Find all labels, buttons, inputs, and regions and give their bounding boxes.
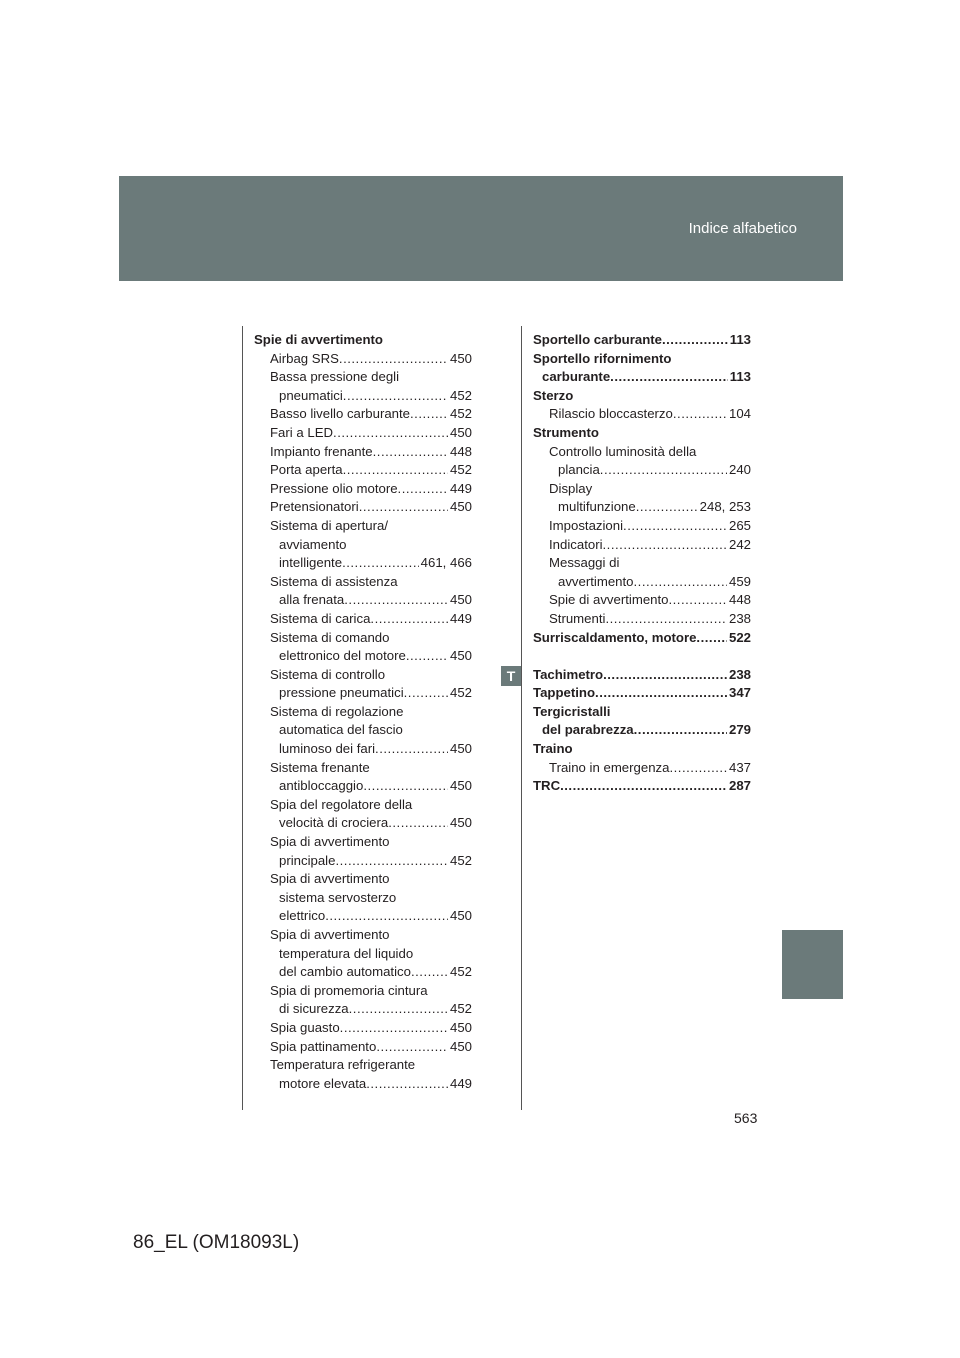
index-entry: [533, 350, 751, 369]
entry-page-ref[interactable]: 461, 466: [420, 555, 472, 571]
entry-page-ref[interactable]: 347: [728, 685, 751, 701]
index-entry: [254, 963, 472, 982]
entry-label: Pressione olio motore: [270, 480, 398, 496]
entry-label: Sistema di carica: [270, 610, 371, 626]
entry-page-ref[interactable]: 450: [449, 592, 472, 608]
index-entry: [254, 1056, 472, 1075]
entry-label: Sistema di comando: [270, 629, 390, 645]
entry-label: Sterzo: [533, 387, 574, 403]
index-entry: [533, 443, 751, 462]
entry-page-ref[interactable]: 450: [449, 815, 472, 831]
entry-page-ref[interactable]: 448: [449, 443, 472, 459]
entry-label: principale: [279, 852, 336, 868]
dot-leader: [342, 554, 419, 573]
index-entry: [533, 461, 751, 480]
index-entry: [533, 666, 751, 685]
index-entry: [533, 759, 751, 778]
index-entry: [254, 814, 472, 833]
entry-page-ref[interactable]: 450: [449, 648, 472, 664]
index-column-1: [254, 331, 472, 1093]
entry-page-ref[interactable]: 449: [449, 610, 472, 626]
dot-leader: [375, 740, 448, 759]
entry-label: Spia di avvertimento: [270, 834, 390, 850]
entry-label: pneumatici: [279, 387, 343, 403]
entry-page-ref[interactable]: 449: [449, 1075, 472, 1091]
dot-leader: [636, 498, 698, 517]
entry-page-ref[interactable]: 104: [728, 406, 751, 422]
index-entry: [533, 703, 751, 722]
entry-page-ref[interactable]: 113: [729, 369, 751, 385]
dot-leader: [673, 405, 727, 424]
entry-label: temperatura del liquido: [279, 945, 414, 961]
index-entry: [254, 591, 472, 610]
entry-label: Rilascio bloccasterzo: [549, 406, 673, 422]
entry-label: Display: [549, 480, 593, 496]
dot-leader: [668, 591, 727, 610]
entry-page-ref[interactable]: 450: [449, 424, 472, 440]
index-entry: [254, 926, 472, 945]
entry-page-ref[interactable]: 242: [728, 536, 751, 552]
entry-label: motore elevata: [279, 1075, 367, 1091]
entry-label: Fari a LED: [270, 424, 334, 440]
entry-label: Sistema di controllo: [270, 666, 386, 682]
entry-label: Traino in emergenza: [549, 759, 670, 775]
entry-label: multifunzione: [558, 499, 636, 515]
section-letter: T: [501, 666, 521, 686]
dot-leader: [340, 1019, 448, 1038]
index-entry: [254, 1075, 472, 1094]
dot-leader: [595, 684, 727, 703]
entry-page-ref[interactable]: 452: [449, 462, 472, 478]
index-entry: [254, 796, 472, 815]
dot-leader: [343, 461, 448, 480]
dot-leader: [623, 517, 727, 536]
entry-label: elettrico: [279, 908, 326, 924]
entry-label: Sportello rifornimento: [533, 350, 672, 366]
entry-page-ref[interactable]: 240: [728, 462, 751, 478]
index-entry: [254, 443, 472, 462]
index-entry: [533, 684, 751, 703]
entry-label: TRC: [533, 778, 561, 794]
entry-page-ref[interactable]: 238: [728, 610, 751, 626]
index-entry: [533, 721, 751, 740]
dot-leader: [404, 684, 448, 703]
entry-page-ref[interactable]: 287: [728, 778, 751, 794]
entry-label: Spia pattinamento: [270, 1038, 377, 1054]
index-entry: [533, 554, 751, 573]
entry-page-ref[interactable]: 450: [449, 741, 472, 757]
entry-label: Strumento: [533, 424, 599, 440]
entry-label: Porta aperta: [270, 462, 343, 478]
entry-page-ref[interactable]: 265: [728, 517, 751, 533]
entry-label: Surriscaldamento, motore: [533, 629, 697, 645]
index-entry: [254, 1038, 472, 1057]
entry-label: Strumenti: [549, 610, 606, 626]
entry-page-ref[interactable]: 449: [449, 480, 472, 496]
entry-label: Spie di avvertimento: [549, 592, 669, 608]
entry-label: Basso livello carburante: [270, 406, 411, 422]
entry-page-ref[interactable]: 452: [449, 387, 472, 403]
entry-label: elettronico del motore: [279, 648, 406, 664]
entry-page-ref[interactable]: 450: [449, 350, 472, 366]
entry-label: Impostazioni: [549, 517, 624, 533]
entry-label: antibloccaggio: [279, 778, 364, 794]
entry-page-ref[interactable]: 459: [728, 573, 751, 589]
entry-page-ref[interactable]: 452: [449, 964, 472, 980]
entry-label: Sportello carburante: [533, 332, 662, 347]
dot-leader: [373, 443, 448, 462]
index-entry: [533, 331, 751, 350]
entry-page-ref[interactable]: 248, 253: [699, 499, 751, 515]
entry-label: Airbag SRS: [270, 350, 339, 366]
entry-label: plancia: [558, 462, 600, 478]
index-entry: [533, 740, 751, 759]
index-entry: [254, 536, 472, 555]
index-entry: [254, 424, 472, 443]
index-entry: [254, 647, 472, 666]
dot-leader: [600, 461, 727, 480]
dot-leader: [359, 498, 448, 517]
entry-page-ref[interactable]: 279: [728, 722, 751, 738]
index-entry: [254, 610, 472, 629]
index-entry: [254, 517, 472, 536]
index-entry: [254, 889, 472, 908]
dot-leader: [325, 907, 448, 926]
index-entry: [533, 517, 751, 536]
footer-code: 86_EL (OM18093L): [133, 1232, 300, 1253]
entry-page-ref[interactable]: 113: [729, 332, 751, 347]
entry-label: luminoso dei fari: [279, 741, 376, 757]
entry-label: carburante: [542, 369, 611, 385]
dot-leader: [696, 629, 727, 648]
dot-leader: [634, 573, 727, 592]
entry-label: pressione pneumatici: [279, 685, 404, 701]
index-entry: [254, 629, 472, 648]
dot-leader: [376, 1038, 448, 1057]
dot-leader: [343, 387, 448, 406]
entry-page-ref[interactable]: 450: [449, 1019, 472, 1035]
dot-leader: [370, 610, 448, 629]
entry-label: Tappetino: [533, 685, 596, 701]
page-number: 563: [734, 1110, 758, 1126]
index-entry: [254, 759, 472, 778]
entry-label: intelligente: [279, 555, 343, 571]
entry-page-ref[interactable]: 452: [449, 685, 472, 701]
index-entry: [254, 703, 472, 722]
index-entry: [254, 498, 472, 517]
index-entry: [254, 1019, 472, 1038]
entry-label: Spia di promemoria cintura: [270, 982, 428, 998]
entry-label: Traino: [533, 741, 573, 757]
index-entry: [533, 498, 751, 517]
entry-page-ref[interactable]: 450: [449, 778, 472, 794]
index-column-2: [533, 331, 751, 796]
entry-label: avviamento: [279, 536, 347, 552]
entry-page-ref[interactable]: 450: [449, 1038, 472, 1054]
column-rule-middle: [521, 326, 522, 1110]
entry-label: Controllo luminosità della: [549, 443, 697, 459]
dot-leader: [610, 368, 728, 387]
entry-label: velocità di crociera: [279, 815, 389, 831]
entry-page-ref[interactable]: 450: [449, 908, 472, 924]
index-entry: [254, 368, 472, 387]
index-entry: [533, 629, 751, 648]
index-entry: [533, 573, 751, 592]
dot-leader: [388, 814, 448, 833]
entry-label: Sistema di apertura/: [270, 517, 389, 533]
entry-label: Tergicristalli: [533, 703, 611, 719]
index-entry: [254, 777, 472, 796]
entry-label: Indicatori: [549, 536, 603, 552]
entry-label: Sistema di regolazione: [270, 703, 404, 719]
section-tab: [782, 930, 843, 999]
dot-leader: [344, 591, 448, 610]
entry-label: Spia di avvertimento: [270, 871, 390, 887]
index-entry: [254, 833, 472, 852]
index-entry: [254, 405, 472, 424]
entry-label: sistema servosterzo: [279, 889, 397, 905]
spacer: [533, 647, 751, 666]
index-entry: [254, 1000, 472, 1019]
index-entry: [254, 684, 472, 703]
dot-leader: [335, 852, 448, 871]
dot-leader: [603, 536, 727, 555]
entry-label: automatica del fascio: [279, 722, 403, 738]
dot-leader: [398, 480, 448, 499]
header-bar: [119, 176, 843, 281]
dot-leader: [366, 1075, 448, 1094]
index-entry: [254, 554, 472, 573]
dot-leader: [339, 350, 448, 369]
entry-label: Impianto frenante: [270, 443, 373, 459]
index-entry: [254, 982, 472, 1001]
index-entry: [533, 480, 751, 499]
entry-label: alla frenata: [279, 592, 345, 608]
index-entry: [533, 387, 751, 406]
dot-leader: [560, 777, 727, 796]
index-entry: [254, 907, 472, 926]
entry-page-ref[interactable]: 437: [728, 759, 751, 775]
index-entry: [533, 610, 751, 629]
index-entry: [533, 405, 751, 424]
entry-label: Spia di avvertimento: [270, 927, 390, 942]
entry-label: Spia guasto: [270, 1019, 340, 1035]
index-entry: [533, 368, 751, 387]
index-entry: [254, 740, 472, 759]
index-entry: [254, 852, 472, 871]
dot-leader: [603, 666, 727, 685]
entry-page-ref[interactable]: 452: [449, 406, 472, 422]
entry-label: Bassa pressione degli: [270, 369, 400, 385]
dot-leader: [363, 777, 448, 796]
entry-label: del cambio automatico: [279, 964, 411, 980]
index-entry: [254, 870, 472, 889]
entry-label: Temperatura refrigerante: [270, 1057, 416, 1073]
entry-page-ref[interactable]: 450: [449, 499, 472, 515]
entry-label: Sistema frenante: [270, 759, 370, 775]
entry-page-ref[interactable]: 522: [728, 629, 751, 645]
index-entry: [254, 573, 472, 592]
header-title: Indice alfabetico: [688, 220, 797, 237]
dot-leader: [634, 721, 727, 740]
index-entry: [533, 424, 751, 443]
dot-leader: [411, 963, 448, 982]
entry-page-ref[interactable]: 452: [449, 852, 472, 868]
entry-page-ref[interactable]: 452: [449, 1001, 472, 1017]
index-entry: [254, 721, 472, 740]
entry-label: Sistema di assistenza: [270, 573, 398, 589]
dot-leader: [333, 424, 448, 443]
entry-label: del parabrezza: [542, 722, 634, 738]
column-rule-left: [242, 326, 243, 1110]
entry-label: Spie di avvertimento: [254, 332, 383, 347]
entry-label: avvertimento: [558, 573, 634, 589]
index-entry: [254, 945, 472, 964]
dot-leader: [669, 759, 727, 778]
entry-page-ref[interactable]: 238: [728, 666, 751, 682]
dot-leader: [406, 647, 448, 666]
index-entry: [254, 387, 472, 406]
entry-label: di sicurezza: [279, 1001, 349, 1017]
index-entry: [254, 331, 472, 350]
dot-leader: [410, 405, 448, 424]
index-entry: [533, 536, 751, 555]
entry-label: Messaggi di: [549, 555, 620, 571]
entry-label: Spia del regolatore della: [270, 796, 413, 812]
entry-page-ref[interactable]: 448: [728, 592, 751, 608]
index-entry: [254, 666, 472, 685]
index-entry: [254, 350, 472, 369]
entry-label: Pretensionatori: [270, 499, 359, 515]
index-entry: [533, 777, 751, 796]
index-entry: [254, 480, 472, 499]
index-entry: [254, 461, 472, 480]
dot-leader: [605, 610, 727, 629]
entry-label: Tachimetro: [533, 666, 604, 682]
dot-leader: [349, 1000, 448, 1019]
index-entry: [533, 591, 751, 610]
dot-leader: [662, 331, 728, 350]
